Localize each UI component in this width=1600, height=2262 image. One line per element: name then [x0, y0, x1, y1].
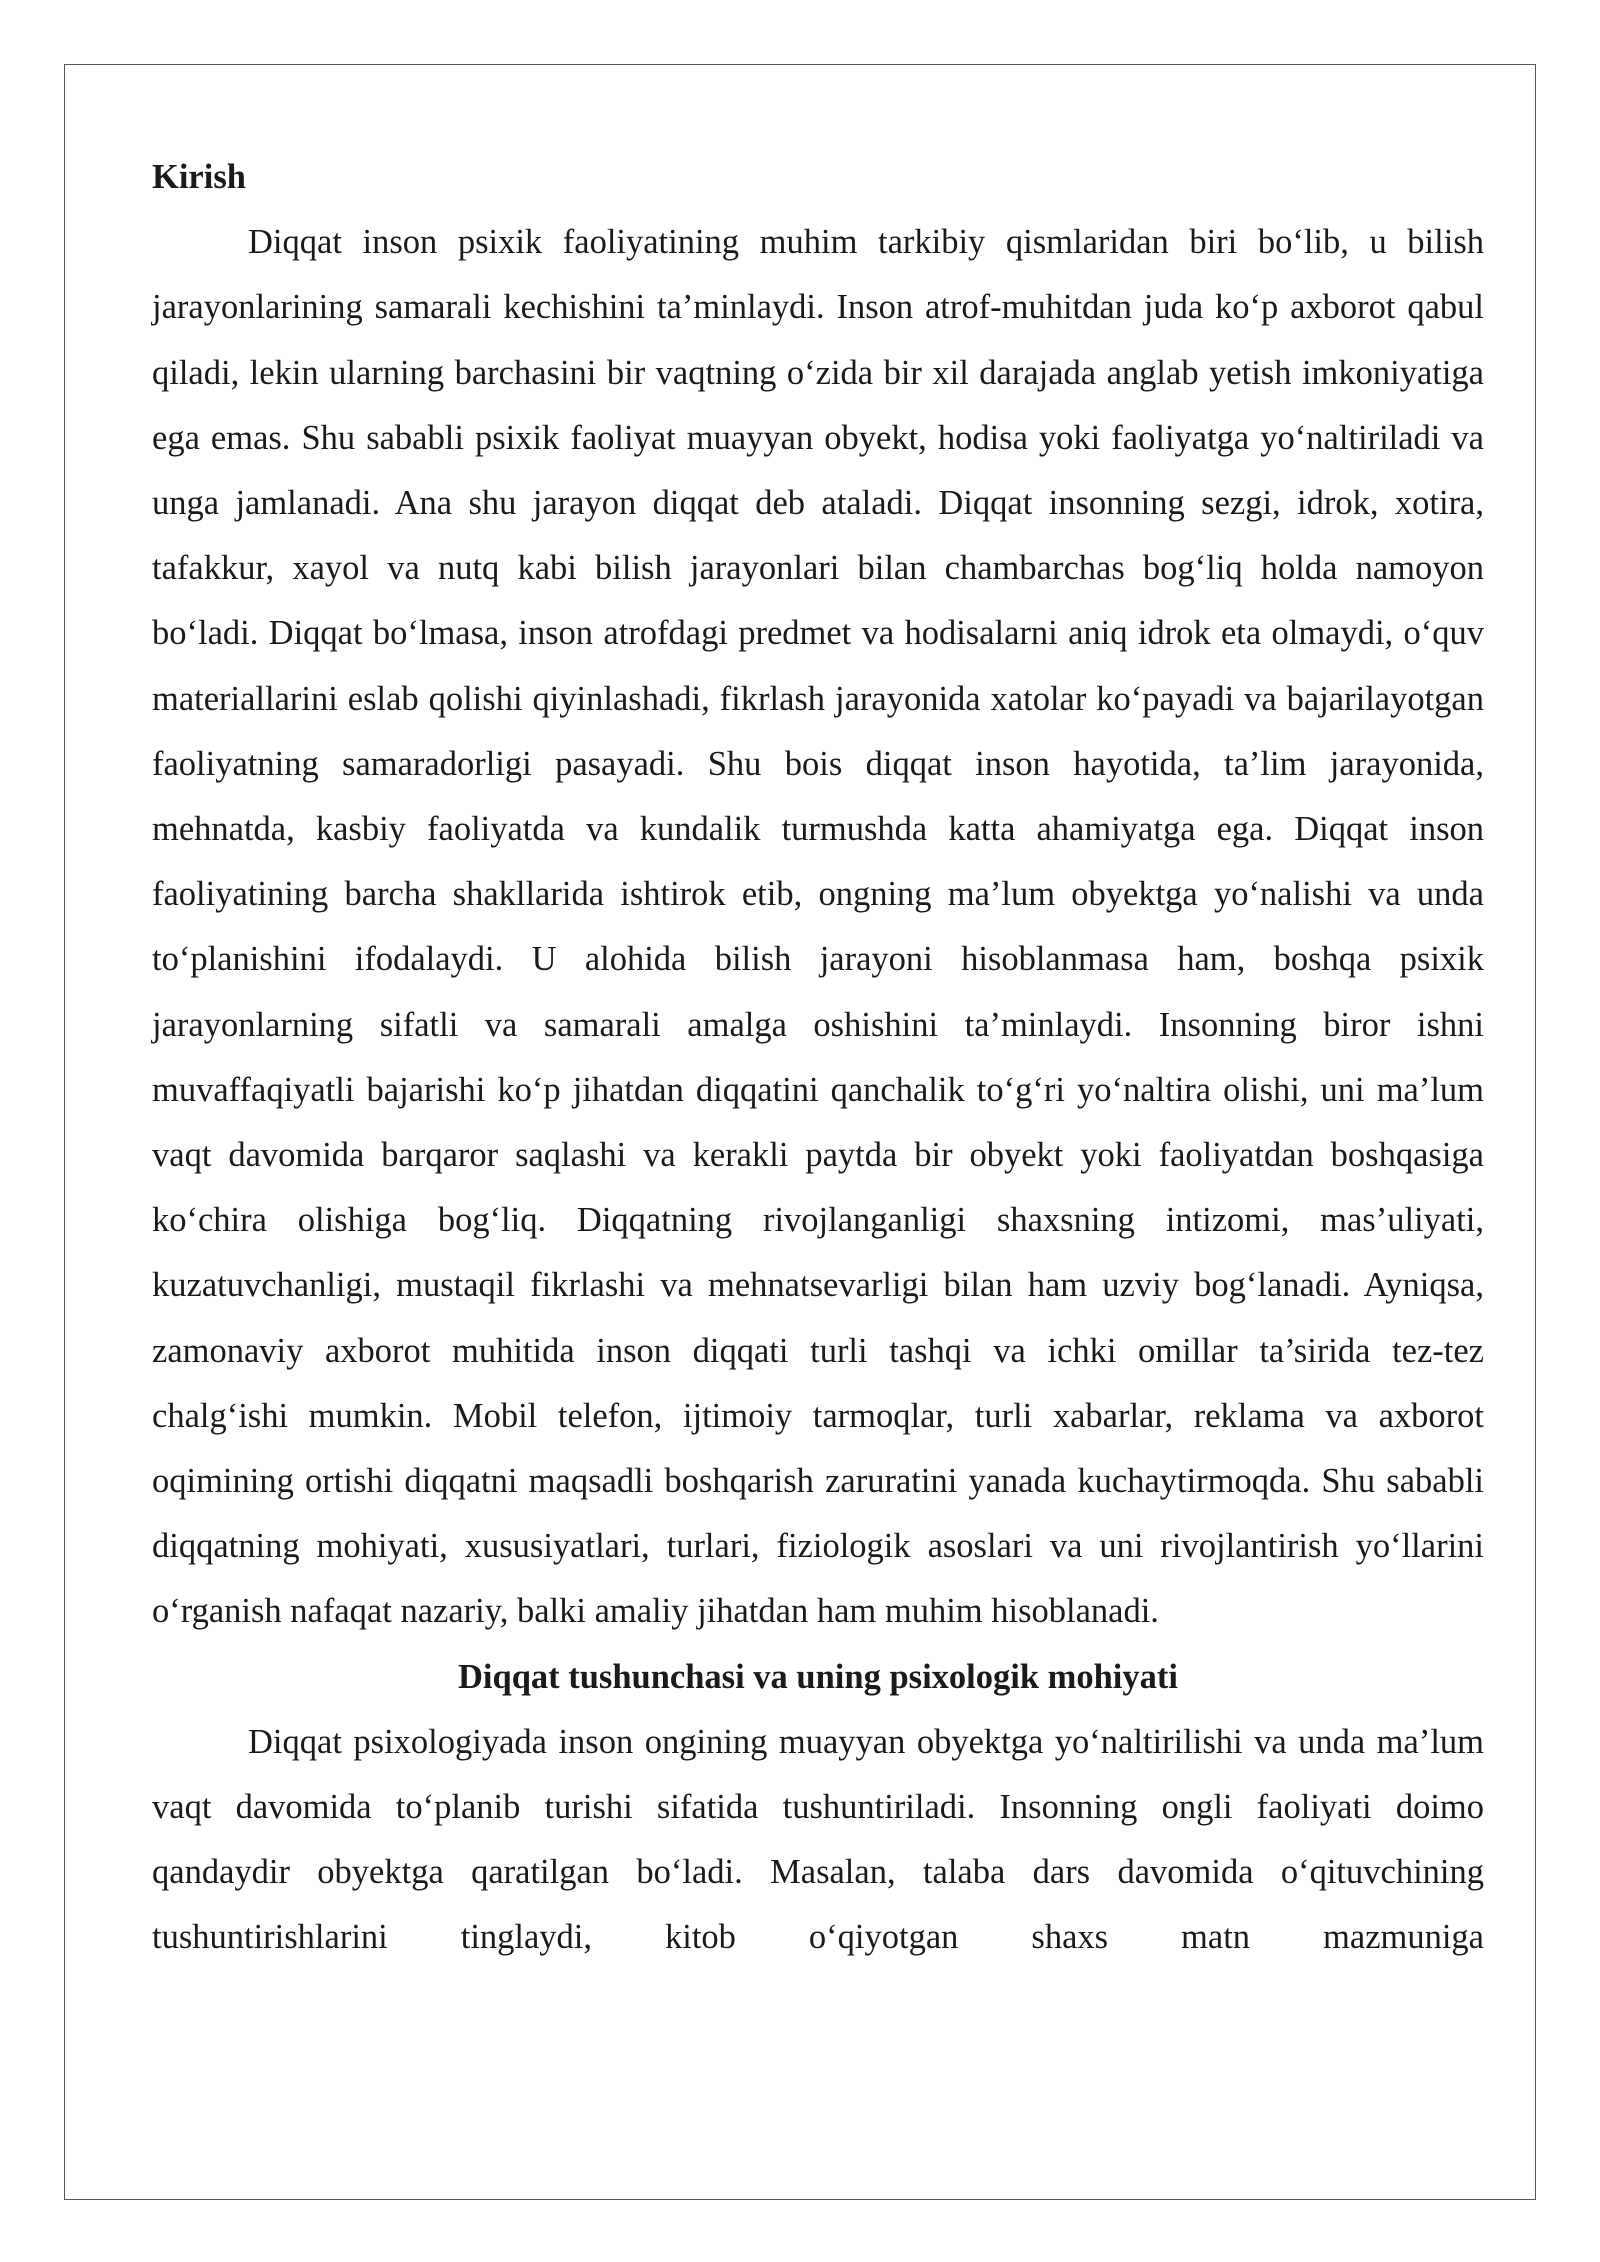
concept-paragraph: Diqqat psixologiyada inson ongining muayyan obyektga yo‘naltirilishi va unda ma’lum vaqt davomida to‘planib turishi sifatida tushuntiriladi. Insonning ongli faoliyati doimo qandaydir obyektga qaratilgan bo‘ladi. Masalan, talaba dars davomida o‘qituvchining tushuntirishlarini tinglaydi, kitob o‘qiyotgan shaxs matn mazmuniga	[152, 1722, 1484, 1957]
section-heading-concept: Diqqat tushunchasi va uning psixologik mohiyati	[458, 1657, 1178, 1696]
section-heading-intro: Kirish	[152, 158, 246, 196]
intro-paragraph: Diqqat inson psixik faoliyatining muhim tarkibiy qismlaridan biri bo‘lib, u bilish jarayonlarining samarali kechishini ta’minlaydi. Inson atrof-muhitdan juda ko‘p axborot qabul qiladi, lekin ularning barchasini bir vaqtning o‘zida bir xil darajada anglab yetish imkoniyatiga ega emas. Shu sababli psixik faoliyat muayyan obyekt, hodisa yoki faoliyatga yo‘naltiriladi va unga jamlanadi. Ana shu jarayon diqqat deb ataladi. Diqqat insonning sezgi, idrok, xotira, tafakkur, xayol va nutq kabi bilish jarayonlari bilan chambarchas bog‘liq holda namoyon bo‘ladi. Diqqat bo‘lmasa, inson atrofdagi predmet va hodisalarni aniq idrok eta olmaydi, o‘quv materiallarini eslab qolishi qiyinlashadi, fikrlash jarayonida xatolar ko‘payadi va bajarilayotgan faoliyatning samaradorligi pasayadi. Shu bois diqqat inson hayotida, ta’lim jarayonida, mehnatda, kasbiy faoliyatda va kundalik turmushda katta ahamiyatga ega. Diqqat inson faoliyatining barcha shakllarida ishtirok etib, ongning ma’lum obyektga yo‘nalishi va unda to‘planishini ifodalaydi. U alohida bilish jarayoni hisoblanmasa ham, boshqa psixik jarayonlarning sifatli va samarali amalga oshishini ta’minlaydi. Insonning biror ishni muvaffaqiyatli bajarishi ko‘p jihatdan diqqatini qanchalik to‘g‘ri yo‘naltira olishi, uni ma’lum vaqt davomida barqaror saqlashi va kerakli paytda bir obyekt yoki faoliyatdan boshqasiga ko‘chira olishiga bog‘liq. Diqqatning rivojlanganligi shaxsning intizomi, mas’uliyati, kuzatuvchanligi, mustaqil fikrlashi va mehnatsevarligi bilan ham uzviy bog‘lanadi. Ayniqsa, zamonaviy axborot muhitida inson diqqati turli tashqi va ichki omillar ta’sirida tez-tez chalg‘ishi mumkin. Mobil telefon, ijtimoiy tarmoqlar, turli xabarlar, reklama va axborot oqimining ortishi diqqatni maqsadli boshqarish zaruratini yanada kuchaytirmoqda. Shu sababli diqqatning mohiyati, xususiyatlari, turlari, fiziologik asoslari va uni rivojlantirish yo‘llarini o‘rganish nafaqat nazariy, balki amaliy jihatdan ham muhim hisoblanadi.	[152, 223, 1484, 1631]
document-body	[152, 145, 1484, 1957]
